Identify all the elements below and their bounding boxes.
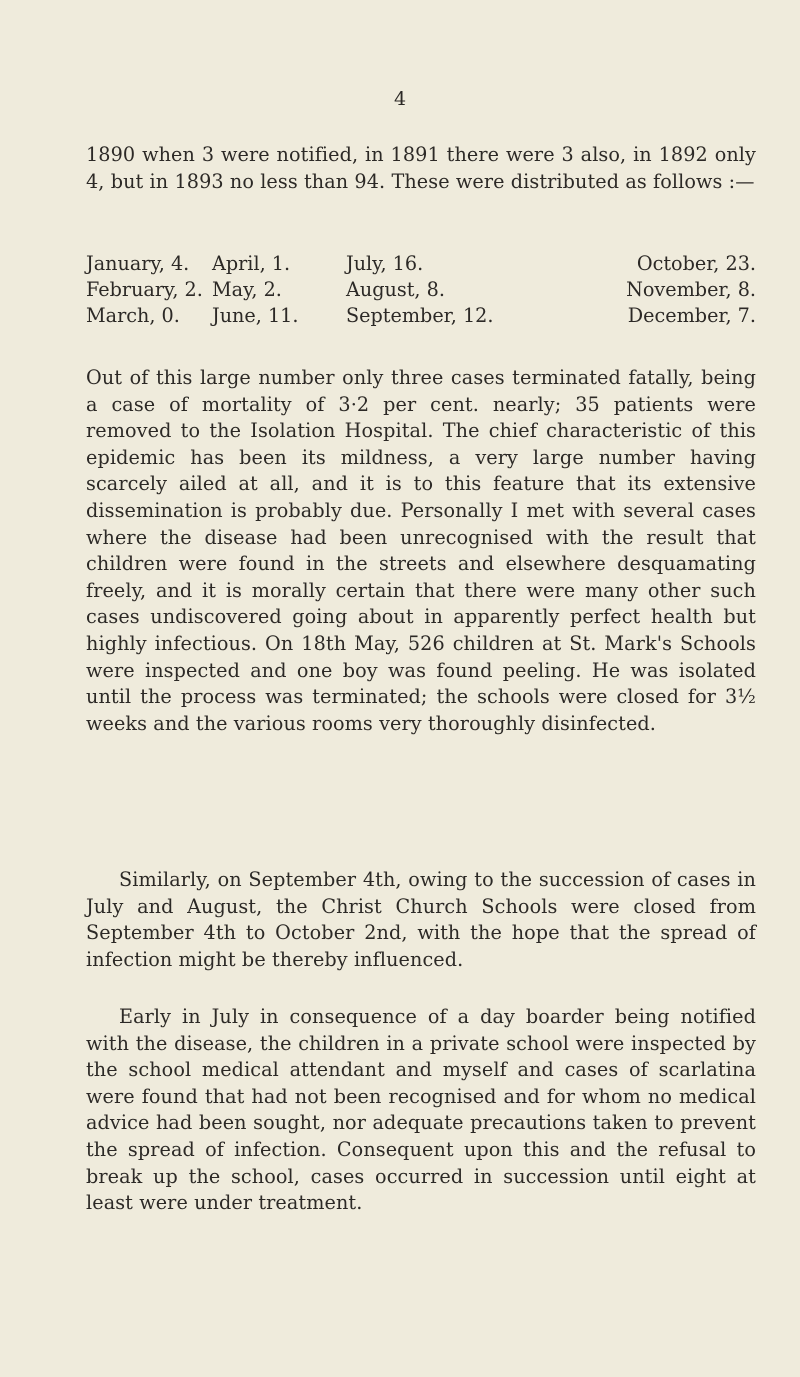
page-number: 4 — [393, 88, 407, 110]
month-row — [86, 252, 756, 278]
private-school-paragraph — [86, 1004, 756, 1217]
christ-church-text: Similarly, on September 4th, owing to the succession of cases in July and August, the Christ Church Schools were closed from September 4th to October 2nd, with the hope that the spread of infection might be thereby influenced. — [86, 868, 756, 971]
intro-paragraph — [86, 142, 756, 195]
mortality-paragraph — [86, 365, 756, 737]
month-entry: December, 7. — [627, 304, 756, 327]
month-entry: February, 2. — [86, 278, 203, 301]
month-entry: January, 4. — [86, 252, 190, 275]
month-entry: August, 8. — [346, 278, 445, 301]
month-entry: April, 1. — [212, 252, 291, 275]
private-school-text: Early in July in consequence of a day boarder being notified with the disease, the children in a private school were inspected by the school medical attendant and myself and cases of scarlatina were found that had not been recognised and for whom no medical advice had been sought, nor adequate precautions taken to prevent the spread of infection. Consequent upon this and the refusal to break up the school, cases occurred in succession until eight at least were under treatment. — [86, 1005, 756, 1215]
month-entry: October, 23. — [636, 252, 756, 275]
month-entry: July, 16. — [346, 252, 424, 275]
intro-text: 1890 when 3 were notified, in 1891 there were 3 also, in 1892 only 4, but in 1893 no less than 94. These were distributed as follows :— — [86, 143, 756, 193]
month-entry: June, 11. — [212, 304, 299, 327]
month-entry: November, 8. — [626, 278, 756, 301]
month-row — [86, 304, 756, 330]
month-entry: March, 0. — [86, 304, 180, 327]
christ-church-paragraph — [86, 867, 756, 973]
month-entry: September, 12. — [346, 304, 494, 327]
monthly-cases-table — [86, 252, 756, 330]
mortality-text: Out of this large number only three cases terminated fatally, being a case of mortality of 3·2 per cent. nearly; 35 patients were removed to the Isolation Hospital. The chief characteristic of this epidemic has been its mildness, a very large number having scarcely ailed at all, and it is to this feature that its extensive dissemination is probably due. Personally I met with several cases where the disease had been unrecognised with the result that children were found in the streets and elsewhere desquamating freely, and it is morally certain that there were many other such cases undiscovered going about in apparently perfect health but highly infectious. On 18th May, 526 children at St. Mark's Schools were inspected and one boy was found peeling. He was isolated until the process was terminated; the schools were closed for 3½ weeks and the various rooms very thoroughly disinfected. — [86, 366, 756, 735]
month-entry: May, 2. — [212, 278, 282, 301]
month-row — [86, 278, 756, 304]
